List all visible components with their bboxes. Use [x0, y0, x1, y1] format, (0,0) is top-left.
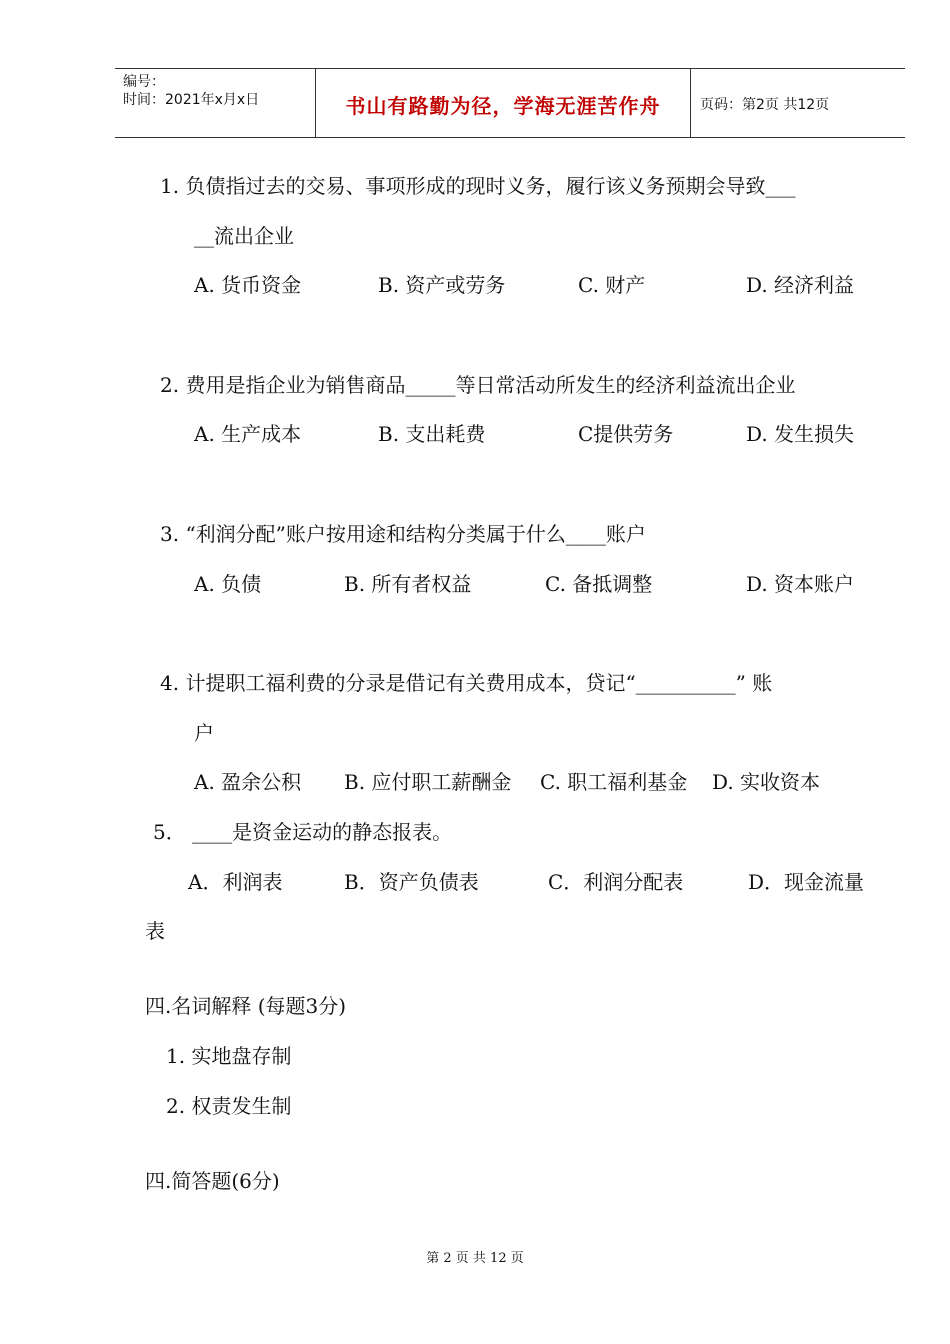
q4-text-cont: 户 [194, 721, 214, 745]
q4-text: 4. 计提职工福利费的分录是借记有关费用成本，贷记“__________” 账 [160, 671, 773, 695]
header-meta [115, 69, 315, 137]
q5-option-d-wrap: 表 [145, 919, 165, 943]
q3-text: 3. “利润分配”账户按用途和结构分类属于什么____账户 [160, 522, 646, 546]
q3-option-d: D. 资本账户 [746, 572, 855, 596]
header-page-label: 页码：第2页 共12页 [700, 97, 830, 113]
time-label: 时间：2021年x月x日 [123, 92, 260, 108]
page-footer: 第 2 页 共 12 页 [426, 1251, 524, 1266]
q4-option-d: D. 实收资本 [712, 770, 821, 794]
section-short-answer-title: 四.简答题(6分) [145, 1169, 280, 1193]
q5-option-d: D．现金流量 [748, 870, 865, 894]
q2-option-c: C提供劳务 [578, 422, 674, 446]
code-label: 编号： [123, 74, 165, 90]
header-page-cell [690, 69, 905, 137]
header-motto-cell [315, 69, 691, 137]
page-header [115, 68, 905, 138]
q4-option-c: C. 职工福利基金 [540, 770, 688, 794]
section-terms-title: 四.名词解释 (每题3分) [145, 994, 347, 1018]
q3-option-c: C. 备抵调整 [545, 572, 653, 596]
term-item-2: 2. 权责发生制 [166, 1094, 292, 1118]
q5-option-c: C．利润分配表 [548, 870, 684, 894]
q5-option-b: B．资产负债表 [344, 870, 479, 894]
q1-option-a: A. 货币资金 [194, 273, 302, 297]
q5-option-a: A．利润表 [188, 870, 283, 894]
q2-text: 2. 费用是指企业为销售商品_____等日常活动所发生的经济利益流出企业 [160, 373, 796, 397]
q3-option-a: A. 负债 [194, 572, 262, 596]
term-item-1: 1. 实地盘存制 [166, 1044, 292, 1068]
motto: 书山有路勤为径，学海无涯苦作舟 [345, 94, 661, 118]
q4-option-a: A. 盈余公积 [194, 770, 302, 794]
q3-option-b: B. 所有者权益 [344, 572, 472, 596]
q1-text: 1. 负债指过去的交易、事项形成的现时义务，履行该义务预期会导致___ [160, 174, 796, 198]
q1-option-b: B. 资产或劳务 [378, 273, 506, 297]
q1-option-d: D. 经济利益 [746, 273, 855, 297]
q1-option-c: C. 财产 [578, 273, 646, 297]
q4-option-b: B. 应付职工薪酬金 [344, 770, 512, 794]
q5-text: 5． ____是资金运动的静态报表。 [153, 820, 453, 844]
q2-option-d: D. 发生损失 [746, 422, 855, 446]
q2-option-a: A. 生产成本 [194, 422, 302, 446]
q1-text-cont: __流出企业 [194, 224, 294, 248]
q2-option-b: B. 支出耗费 [378, 422, 486, 446]
